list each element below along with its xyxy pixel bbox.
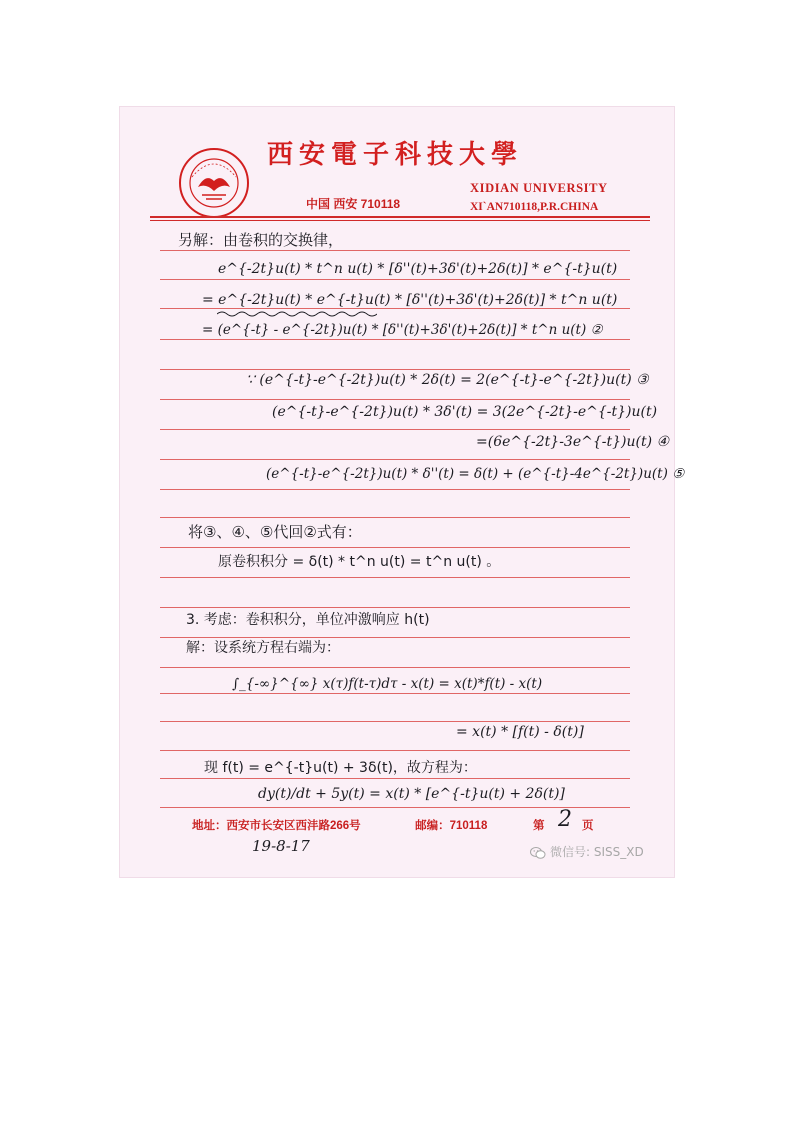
ruled-line	[160, 517, 630, 518]
wechat-watermark	[530, 843, 644, 860]
footer-address	[192, 817, 487, 833]
ruled-line	[160, 369, 630, 370]
header-rule-thin	[150, 220, 650, 221]
handwritten-line: 另解：由卷积的交换律，	[178, 231, 344, 249]
handwritten-line: dy(t)/dt + 5y(t) = x(t) * [e^{-t}u(t) + 2δ(t)]	[258, 786, 565, 802]
handwritten-line: (e^{-t}-e^{-2t})u(t) * δ''(t) = δ(t) + (e^{-t}-4e^{-2t})u(t) ⑤	[266, 466, 685, 482]
ruled-line	[160, 547, 630, 548]
ruled-line	[160, 279, 630, 280]
university-name-chinese: 西安電子科技大學	[267, 140, 524, 170]
handwritten-line: =(6e^{-2t}-3e^{-t})u(t) ④	[476, 434, 670, 450]
handwritten-line: 现 f(t) = e^{-t}u(t) + 3δ(t)，故方程为：	[204, 760, 477, 776]
university-name-english: XIDIAN UNIVERSITY	[470, 181, 608, 195]
ruled-line	[160, 577, 630, 578]
handwritten-line: 将③、④、⑤代回②式有：	[188, 523, 362, 541]
ruled-line	[160, 778, 630, 779]
ruled-line	[160, 693, 630, 694]
handwritten-line: 解：设系统方程右端为：	[186, 640, 340, 656]
handwritten-line: ∫_{-∞}^{∞} x(τ)f(t-τ)dτ - x(t) = x(t)*f(t) - x(t)	[232, 676, 543, 692]
wavy-underline	[217, 310, 377, 318]
ruled-line	[160, 489, 630, 490]
handwritten-line: (e^{-t}-e^{-2t})u(t) * 3δ'(t) = 3(2e^{-2t}-e^{-t})u(t)	[272, 404, 658, 420]
handwritten-date: 19-8-17	[252, 837, 310, 855]
page-label-prefix: 第	[533, 820, 545, 832]
handwritten-line: = x(t) * [f(t) - δ(t)]	[456, 724, 584, 740]
footer-street-address: 地址：西安市长安区西沣路266号	[192, 820, 361, 832]
ruled-line	[160, 250, 630, 251]
handwritten-line: 3. 考虑：卷积积分，单位冲激响应 h(t)	[186, 612, 430, 628]
ruled-line	[160, 750, 630, 751]
handwritten-line: = e^{-2t}u(t) * e^{-t}u(t) * [δ''(t)+3δ'(t)+2δ(t)] * t^n u(t)	[202, 292, 618, 308]
city-postcode: 中国 西安 710118	[306, 197, 401, 211]
page-number: 2	[558, 807, 572, 832]
ruled-line	[160, 339, 630, 340]
page-label-suffix: 页	[582, 820, 594, 832]
address-english: XI`AN710118,P.R.CHINA	[470, 201, 599, 213]
ruled-line	[160, 399, 630, 400]
wechat-icon	[530, 846, 546, 860]
header-rule-thick	[150, 216, 650, 218]
handwritten-line: = (e^{-t} - e^{-2t})u(t) * [δ''(t)+3δ'(t)+2δ(t)] * t^n u(t) ②	[202, 322, 603, 338]
ruled-line	[160, 637, 630, 638]
footer-postcode: 邮编：710118	[415, 820, 488, 832]
letter-sheet	[120, 107, 685, 877]
handwritten-line: ∵ (e^{-t}-e^{-2t})u(t) * 2δ(t) = 2(e^{-t}-e^{-2t})u(t) ③	[246, 372, 649, 388]
ruled-line	[160, 429, 630, 430]
watermark-text: 微信号: SISS_XD	[550, 845, 644, 859]
ruled-line	[160, 607, 630, 608]
ruled-line	[160, 721, 630, 722]
xidian-university-seal-icon	[178, 147, 250, 219]
ruled-line	[160, 667, 630, 668]
ruled-line	[160, 459, 630, 460]
handwritten-line: 原卷积积分 = δ(t) * t^n u(t) = t^n u(t) 。	[218, 554, 501, 570]
handwritten-line: e^{-2t}u(t) * t^n u(t) * [δ''(t)+3δ'(t)+2δ(t)] * e^{-t}u(t)	[218, 261, 618, 277]
